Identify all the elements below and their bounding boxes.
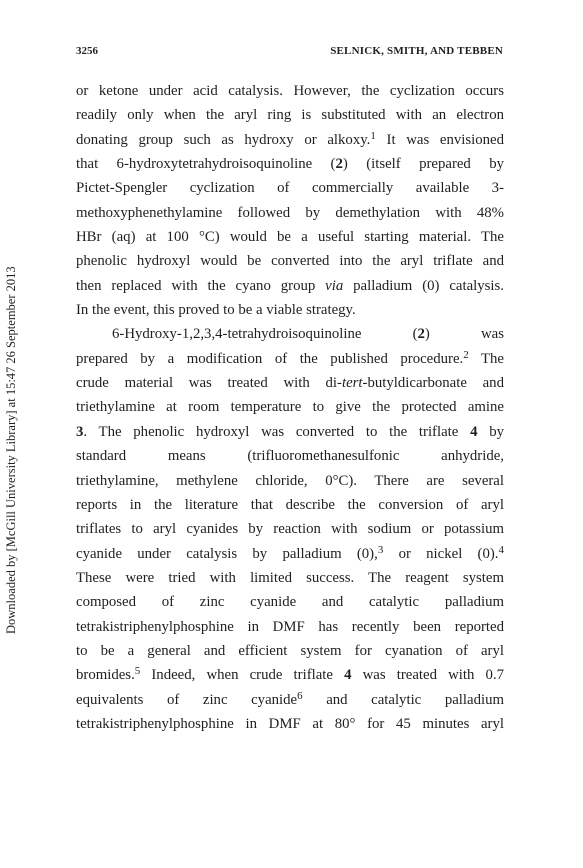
text-line: then replaced with the cyano group via palladium (0) catalysis. [76, 277, 504, 294]
page-header [76, 45, 503, 61]
compound-ref: 2 [417, 326, 425, 343]
text-line: to be a general and efficient system for cyanation of aryl [76, 642, 504, 659]
text-line: tetrakistriphenylphosphine in DMF at 80° for 45 minutes aryl [76, 715, 504, 732]
compound-ref: 4 [470, 423, 478, 440]
text-line: bromides.$^5$ Indeed, when crude triflate 4 was treated with 0.7 [76, 665, 504, 684]
text-line: cyanide under catalysis by palladium (0),$^3$ or nickel (0).$^4$ [76, 543, 505, 562]
text-line: prepared by a modification of the published procedure.$^2$ The [76, 348, 505, 367]
text-line: Pictet-Spengler cyclization of commercially available 3- [76, 180, 504, 197]
text-line: In the event, this proved to be a viable strategy. [76, 302, 356, 319]
compound-ref: 2 [335, 156, 343, 173]
running-head-authors: SELNICK, SMITH, AND TEBBEN [330, 45, 503, 57]
download-watermark: Downloaded by [McGill University Library] at 15:47 26 September 2013 [4, 266, 18, 634]
text-line: HBr (aq) at 100 °C) would be a useful starting material. The [76, 229, 504, 246]
text-line: These were tried with limited success. The reagent system [76, 569, 504, 586]
paragraph [76, 79, 504, 322]
text-line: triethylamine, methylene chloride, 0°C). There are several [76, 472, 504, 489]
footnote-ref[interactable]: 3 [377, 543, 384, 556]
text-line: that 6-hydroxytetrahydroisoquinoline (2) (itself prepared by [76, 156, 505, 173]
text-line: tetrakistriphenylphosphine in DMF has recently been reported [76, 618, 504, 635]
compound-ref: 4 [344, 667, 352, 684]
text-line: equivalents of zinc cyanide$^6$ and catalytic palladium [76, 689, 504, 708]
text-line: composed of zinc cyanide and catalytic palladium [76, 594, 504, 611]
page-number: 3256 [76, 45, 98, 57]
text-line: donating group such as hydroxy or alkoxy.$^1$ It was envisioned [76, 129, 504, 148]
article-body [76, 79, 504, 736]
footnote-ref[interactable]: 5 [134, 665, 141, 678]
text-line: standard means (trifluoromethanesulfonic anhydride, [76, 448, 504, 465]
compound-ref: 3 [76, 423, 84, 440]
text-line: phenolic hydroxyl would be converted into the aryl triflate and [76, 253, 504, 270]
text-line: or ketone under acid catalysis. However, the cyclization occurs [76, 83, 504, 99]
text-line: crude material was treated with di-tert-butyldicarbonate and [76, 375, 504, 392]
footnote-ref[interactable]: 6 [297, 689, 303, 702]
text-line: triethylamine at room temperature to give the protected amine [76, 399, 504, 416]
text-line: 3. The phenolic hydroxyl was converted to the triflate 4 by [76, 423, 505, 440]
text-line: methoxyphenethylamine followed by demethylation with 48% [76, 204, 504, 221]
footnote-ref[interactable]: 2 [463, 348, 469, 361]
footnote-ref[interactable]: 1 [370, 129, 376, 142]
text-line: reports in the literature that describe the conversion of aryl [76, 496, 504, 513]
text-line: 6-Hydroxy-1,2,3,4-tetrahydroisoquinoline (2) was [112, 326, 504, 343]
footnote-ref[interactable]: 4 [498, 543, 505, 556]
text-line: readily only when the aryl ring is substituted with an electron [76, 107, 504, 124]
paragraph [76, 322, 504, 736]
text-line: triflates to aryl cyanides by reaction with sodium or potassium [76, 521, 504, 538]
